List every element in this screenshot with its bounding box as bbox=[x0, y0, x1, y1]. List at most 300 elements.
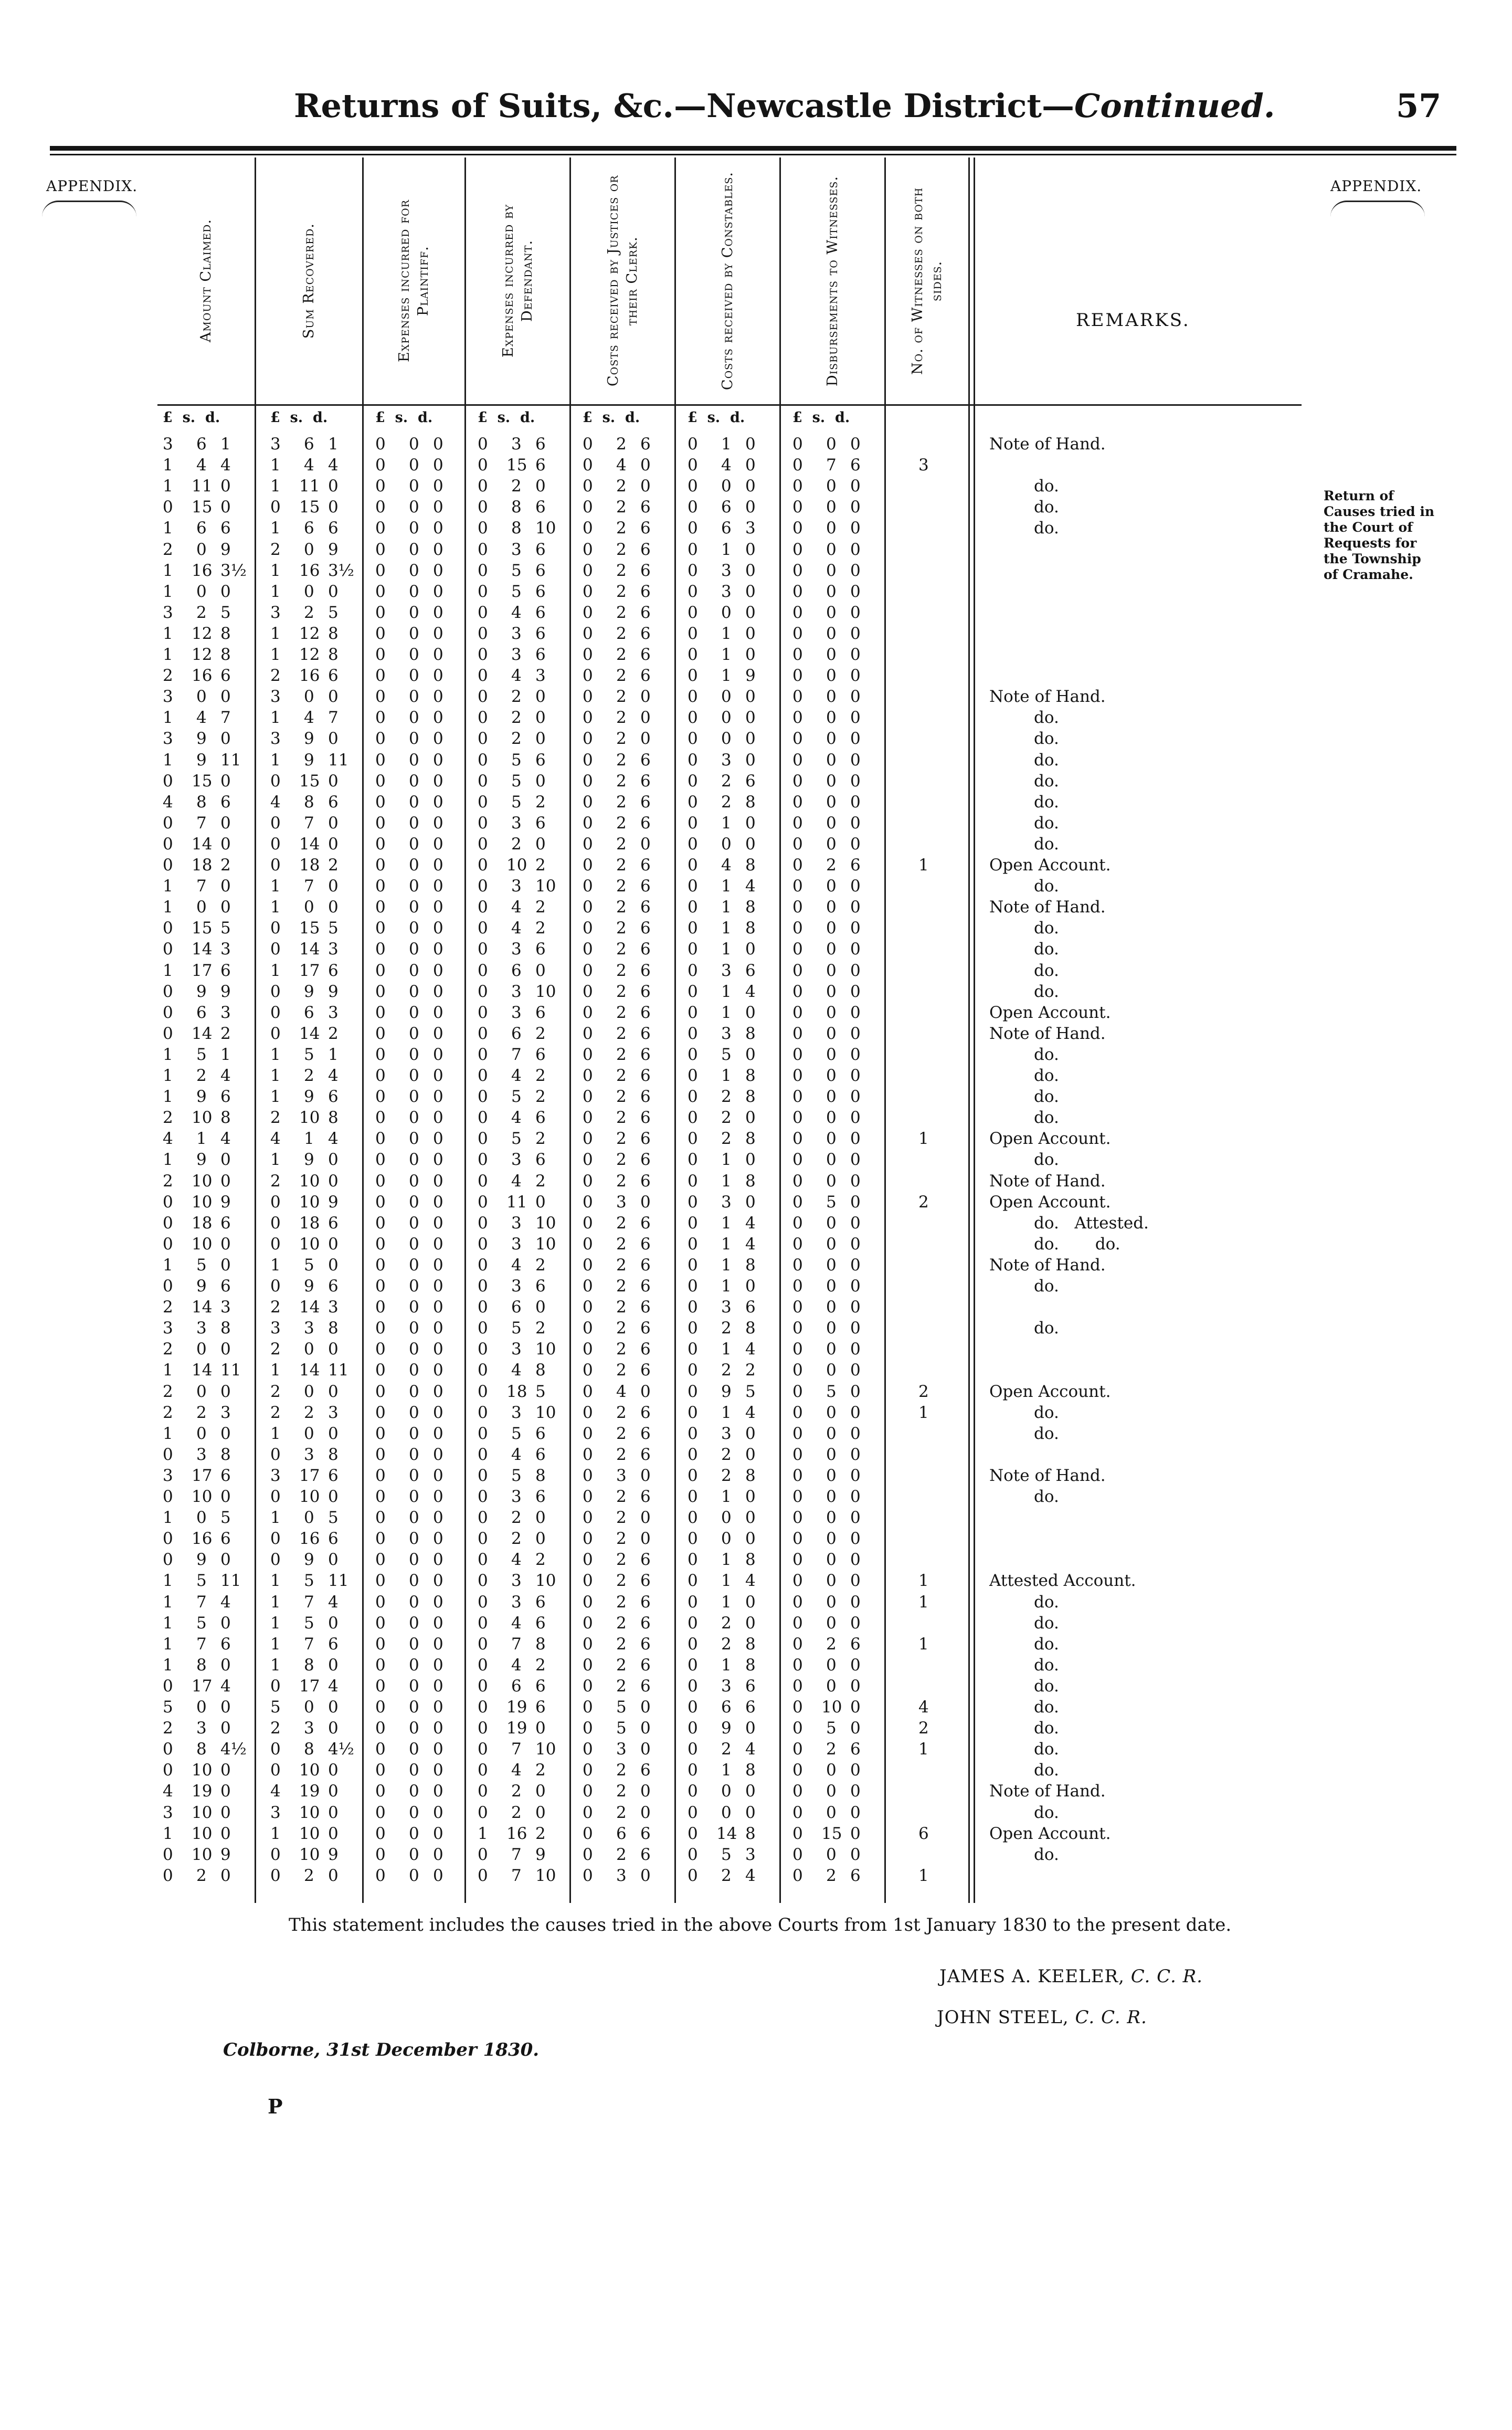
remark: do. bbox=[1034, 1803, 1059, 1822]
table-cell: 3 bbox=[163, 729, 173, 748]
table-cell: 6 bbox=[220, 1214, 231, 1233]
table-cell: 5 bbox=[511, 751, 522, 770]
table-cell: 0 bbox=[792, 1866, 803, 1885]
table-cell: 11 bbox=[220, 751, 241, 770]
table-cell: 0 bbox=[409, 477, 419, 496]
table-cell: 6 bbox=[745, 1298, 756, 1317]
table-cell: 10 bbox=[299, 1845, 320, 1864]
column-header-costs-justices: Costs received by Justices or their Clerk. bbox=[605, 175, 640, 387]
table-cell: 0 bbox=[745, 477, 756, 496]
table-cell: 1 bbox=[328, 1045, 339, 1064]
table-cell: 0 bbox=[826, 940, 837, 959]
table-cell: 3 bbox=[511, 877, 522, 896]
witness-count: 4 bbox=[918, 1698, 929, 1717]
table-cell: 18 bbox=[299, 856, 320, 875]
table-cell: 0 bbox=[163, 1845, 173, 1864]
table-cell: 0 bbox=[478, 940, 488, 959]
table-cell: 0 bbox=[304, 1424, 314, 1443]
table-cell: 3 bbox=[511, 624, 522, 643]
remark: do. bbox=[1034, 1593, 1059, 1612]
table-cell: 6 bbox=[220, 1277, 231, 1296]
table-cell: 0 bbox=[409, 961, 419, 980]
table-cell: 3 bbox=[511, 1235, 522, 1254]
table-cell: 0 bbox=[328, 1803, 339, 1822]
table-cell: 2 bbox=[220, 1024, 231, 1043]
table-cell: 0 bbox=[792, 1424, 803, 1443]
table-cell: 0 bbox=[270, 940, 281, 959]
column-header-expenses-defendant: Expenses incurred by Defendant. bbox=[500, 204, 535, 358]
table-cell: 5 bbox=[511, 561, 522, 580]
table-cell: 2 bbox=[616, 1277, 627, 1296]
table-cell: 6 bbox=[640, 498, 651, 517]
table-cell: 0 bbox=[850, 540, 861, 559]
table-cell: 0 bbox=[478, 772, 488, 791]
remark: do. bbox=[1034, 772, 1059, 791]
table-cell: 4 bbox=[328, 1677, 339, 1696]
remark: Note of Hand. bbox=[989, 1466, 1106, 1485]
table-cell: 0 bbox=[328, 1550, 339, 1569]
table-cell: 0 bbox=[196, 582, 207, 601]
table-cell: 0 bbox=[409, 1298, 419, 1317]
table-cell: 0 bbox=[640, 1719, 651, 1738]
table-cell: 0 bbox=[328, 1340, 339, 1359]
table-cell: 0 bbox=[375, 877, 386, 896]
table-cell: 0 bbox=[850, 1656, 861, 1675]
table-cell: 0 bbox=[433, 1487, 443, 1506]
table-cell: 0 bbox=[433, 1593, 443, 1612]
table-cell: 0 bbox=[375, 1466, 386, 1485]
remark: do. bbox=[1034, 1487, 1059, 1506]
table-cell: 2 bbox=[535, 793, 546, 812]
table-cell: 5 bbox=[826, 1719, 837, 1738]
remark: do. bbox=[1034, 1761, 1059, 1780]
witness-count: 1 bbox=[918, 1866, 929, 1885]
table-cell: 0 bbox=[850, 961, 861, 980]
table-cell: 0 bbox=[375, 1129, 386, 1148]
table-cell: 0 bbox=[850, 1340, 861, 1359]
table-cell: 16 bbox=[299, 561, 320, 580]
table-cell: 0 bbox=[433, 1066, 443, 1085]
table-cell: 3 bbox=[745, 519, 756, 538]
table-cell: 0 bbox=[409, 435, 419, 454]
table-cell: 2 bbox=[721, 1319, 732, 1338]
table-cell: 9 bbox=[196, 1550, 207, 1569]
table-cell: 6 bbox=[220, 1529, 231, 1548]
table-cell: 7 bbox=[220, 708, 231, 727]
table-cell: 0 bbox=[433, 877, 443, 896]
table-cell: 0 bbox=[583, 729, 593, 748]
table-cell: 0 bbox=[433, 561, 443, 580]
table-cell: 0 bbox=[826, 877, 837, 896]
table-cell: 1 bbox=[721, 1593, 732, 1612]
table-cell: 2 bbox=[616, 877, 627, 896]
table-cell: 3 bbox=[511, 1593, 522, 1612]
table-cell: 9 bbox=[745, 666, 756, 685]
table-cell: 0 bbox=[688, 1403, 698, 1422]
table-cell: 0 bbox=[583, 877, 593, 896]
table-cell: 0 bbox=[640, 687, 651, 706]
table-cell: 8 bbox=[220, 1319, 231, 1338]
table-cell: 19 bbox=[506, 1698, 527, 1717]
table-cell: 1 bbox=[270, 1614, 281, 1633]
table-cell: 0 bbox=[535, 1782, 546, 1801]
table-cell: 0 bbox=[583, 1214, 593, 1233]
table-cell: 0 bbox=[375, 540, 386, 559]
table-cell: 0 bbox=[826, 1508, 837, 1527]
table-cell: 0 bbox=[792, 1087, 803, 1106]
table-cell: 0 bbox=[433, 1866, 443, 1885]
table-cell: 0 bbox=[792, 1719, 803, 1738]
table-cell: 0 bbox=[409, 645, 419, 664]
table-cell: 10 bbox=[535, 1340, 556, 1359]
table-cell: 1 bbox=[163, 477, 173, 496]
table-cell: 0 bbox=[792, 456, 803, 475]
table-cell: 1 bbox=[163, 1045, 173, 1064]
table-cell: 0 bbox=[328, 498, 339, 517]
table-cell: 0 bbox=[826, 1550, 837, 1569]
table-cell: 6 bbox=[640, 1761, 651, 1780]
table-cell: 1 bbox=[270, 561, 281, 580]
table-cell: 0 bbox=[850, 1087, 861, 1106]
table-cell: 1 bbox=[270, 961, 281, 980]
table-cell: 16 bbox=[506, 1824, 527, 1843]
table-cell: 6 bbox=[535, 1424, 546, 1443]
table-cell: 2 bbox=[616, 856, 627, 875]
table-cell: 2 bbox=[616, 1003, 627, 1022]
table-cell: 5 bbox=[535, 1382, 546, 1401]
table-cell: 0 bbox=[409, 1677, 419, 1696]
table-cell: 0 bbox=[375, 645, 386, 664]
table-cell: 0 bbox=[792, 624, 803, 643]
table-cell: 0 bbox=[583, 1803, 593, 1822]
remark: do. bbox=[1034, 1403, 1059, 1422]
table-cell: 0 bbox=[640, 1803, 651, 1822]
table-cell: 0 bbox=[721, 835, 732, 854]
table-cell: 0 bbox=[721, 729, 732, 748]
table-cell: 0 bbox=[850, 877, 861, 896]
table-cell: 0 bbox=[433, 729, 443, 748]
table-cell: 8 bbox=[220, 1445, 231, 1464]
table-cell: 0 bbox=[850, 1108, 861, 1127]
table-cell: 6 bbox=[640, 1403, 651, 1422]
table-cell: 0 bbox=[850, 1719, 861, 1738]
table-cell: 0 bbox=[583, 1845, 593, 1864]
table-cell: 14 bbox=[192, 835, 213, 854]
table-cell: 0 bbox=[792, 1824, 803, 1843]
table-cell: 1 bbox=[721, 1656, 732, 1675]
table-cell: 0 bbox=[688, 1024, 698, 1043]
table-cell: 6 bbox=[196, 435, 207, 454]
table-cell: 3 bbox=[511, 982, 522, 1001]
table-cell: 1 bbox=[270, 645, 281, 664]
table-cell: 0 bbox=[375, 1803, 386, 1822]
table-cell: 0 bbox=[583, 1277, 593, 1296]
table-cell: 6 bbox=[640, 1361, 651, 1380]
table-cell: 2 bbox=[328, 856, 339, 875]
table-cell: 1 bbox=[163, 1361, 173, 1380]
table-cell: 0 bbox=[688, 1445, 698, 1464]
table-cell: 0 bbox=[409, 1508, 419, 1527]
table-cell: 0 bbox=[583, 1593, 593, 1612]
table-cell: 0 bbox=[688, 708, 698, 727]
table-cell: 6 bbox=[328, 961, 339, 980]
table-cell: 0 bbox=[688, 687, 698, 706]
table-cell: 3 bbox=[535, 666, 546, 685]
table-cell: 6 bbox=[535, 1698, 546, 1717]
units-label: £ s. d. bbox=[792, 409, 850, 426]
table-cell: 0 bbox=[478, 793, 488, 812]
table-cell: 0 bbox=[850, 793, 861, 812]
table-cell: 0 bbox=[375, 1593, 386, 1612]
table-cell: 0 bbox=[640, 456, 651, 475]
table-cell: 0 bbox=[433, 1803, 443, 1822]
table-cell: 6 bbox=[535, 624, 546, 643]
table-cell: 0 bbox=[375, 561, 386, 580]
table-cell: 0 bbox=[375, 1866, 386, 1885]
table-cell: 0 bbox=[478, 1361, 488, 1380]
table-cell: 0 bbox=[375, 1656, 386, 1675]
table-cell: 14 bbox=[716, 1824, 737, 1843]
table-cell: 0 bbox=[826, 1129, 837, 1148]
table-cell: 0 bbox=[478, 1677, 488, 1696]
table-cell: 2 bbox=[616, 519, 627, 538]
table-cell: 0 bbox=[745, 456, 756, 475]
table-cell: 0 bbox=[409, 1424, 419, 1443]
table-cell: 0 bbox=[850, 1066, 861, 1085]
table-cell: 1 bbox=[721, 1487, 732, 1506]
table-cell: 0 bbox=[826, 1466, 837, 1485]
table-cell: 0 bbox=[792, 540, 803, 559]
table-cell: 0 bbox=[745, 1529, 756, 1548]
table-cell: 0 bbox=[792, 898, 803, 917]
table-cell: 0 bbox=[478, 751, 488, 770]
table-cell: 0 bbox=[792, 1508, 803, 1527]
table-cell: 6 bbox=[640, 1845, 651, 1864]
table-cell: 0 bbox=[433, 1466, 443, 1485]
table-cell: 0 bbox=[583, 687, 593, 706]
table-cell: 0 bbox=[583, 1193, 593, 1212]
table-cell: 0 bbox=[433, 666, 443, 685]
table-cell: 0 bbox=[640, 1866, 651, 1885]
table-cell: 0 bbox=[850, 898, 861, 917]
table-cell: 0 bbox=[409, 1193, 419, 1212]
table-cell: 5 bbox=[616, 1719, 627, 1738]
table-cell: 0 bbox=[220, 1235, 231, 1254]
table-cell: 0 bbox=[433, 1235, 443, 1254]
remark: do. bbox=[1034, 1740, 1059, 1759]
table-cell: 0 bbox=[375, 582, 386, 601]
table-cell: 9 bbox=[328, 982, 339, 1001]
table-cell: 0 bbox=[826, 1150, 837, 1169]
table-cell: 0 bbox=[826, 624, 837, 643]
table-cell: 3 bbox=[745, 1845, 756, 1864]
table-cell: 0 bbox=[409, 1550, 419, 1569]
table-cell: 0 bbox=[583, 1677, 593, 1696]
table-cell: 0 bbox=[535, 1529, 546, 1548]
table-cell: 3 bbox=[163, 603, 173, 622]
remark: Open Account. bbox=[989, 1824, 1111, 1843]
table-cell: 2 bbox=[163, 1172, 173, 1191]
table-cell: 0 bbox=[270, 919, 281, 938]
footnote: This statement includes the causes tried in the above Courts from 1st January 1830 to the present date. bbox=[289, 1914, 1232, 1935]
table-cell: 0 bbox=[745, 729, 756, 748]
table-cell: 10 bbox=[299, 1487, 320, 1506]
table-cell: 0 bbox=[745, 1003, 756, 1022]
remark: do. Attested. bbox=[1034, 1214, 1149, 1233]
table-cell: 1 bbox=[163, 519, 173, 538]
table-cell: 0 bbox=[826, 1235, 837, 1254]
table-cell: 0 bbox=[792, 1214, 803, 1233]
table-cell: 1 bbox=[721, 877, 732, 896]
remark: do. bbox=[1034, 1424, 1059, 1443]
table-cell: 1 bbox=[721, 435, 732, 454]
table-cell: 1 bbox=[270, 1066, 281, 1085]
table-cell: 7 bbox=[196, 814, 207, 833]
table-cell: 0 bbox=[409, 540, 419, 559]
witness-count: 1 bbox=[918, 1403, 929, 1422]
table-cell: 0 bbox=[433, 1256, 443, 1275]
table-cell: 0 bbox=[688, 435, 698, 454]
table-cell: 18 bbox=[506, 1382, 527, 1401]
table-cell: 0 bbox=[409, 1635, 419, 1654]
remark: do. bbox=[1034, 1319, 1059, 1338]
table-cell: 1 bbox=[270, 582, 281, 601]
table-cell: 0 bbox=[850, 1277, 861, 1296]
table-cell: 4 bbox=[511, 1656, 522, 1675]
table-cell: 6 bbox=[511, 1298, 522, 1317]
table-cell: 2 bbox=[535, 1656, 546, 1675]
table-cell: 0 bbox=[826, 1172, 837, 1191]
table-cell: 0 bbox=[196, 1698, 207, 1717]
table-cell: 8 bbox=[745, 1550, 756, 1569]
table-cell: 2 bbox=[328, 1024, 339, 1043]
table-cell: 6 bbox=[640, 1298, 651, 1317]
table-cell: 0 bbox=[850, 1571, 861, 1590]
table-cell: 0 bbox=[792, 519, 803, 538]
remark: Open Account. bbox=[989, 1193, 1111, 1212]
table-cell: 6 bbox=[640, 898, 651, 917]
table-cell: 0 bbox=[826, 435, 837, 454]
table-cell: 0 bbox=[688, 1045, 698, 1064]
table-cell: 4 bbox=[745, 1340, 756, 1359]
table-cell: 0 bbox=[745, 498, 756, 517]
table-cell: 0 bbox=[433, 1045, 443, 1064]
table-cell: 0 bbox=[850, 1319, 861, 1338]
table-cell: 0 bbox=[688, 1108, 698, 1127]
table-cell: 6 bbox=[535, 540, 546, 559]
table-cell: 6 bbox=[640, 1656, 651, 1675]
table-cell: 0 bbox=[688, 982, 698, 1001]
remark: do. bbox=[1034, 1150, 1059, 1169]
table-cell: 2 bbox=[511, 1529, 522, 1548]
table-cell: 0 bbox=[409, 793, 419, 812]
table-cell: 0 bbox=[375, 603, 386, 622]
table-cell: 0 bbox=[850, 687, 861, 706]
table-cell: 0 bbox=[409, 1593, 419, 1612]
table-cell: 0 bbox=[792, 751, 803, 770]
table-cell: 10 bbox=[535, 982, 556, 1001]
witness-count: 6 bbox=[918, 1824, 929, 1843]
table-cell: 0 bbox=[850, 1803, 861, 1822]
table-cell: 0 bbox=[478, 540, 488, 559]
appendix-brace-left bbox=[42, 201, 136, 217]
table-cell: 3 bbox=[721, 582, 732, 601]
table-cell: 0 bbox=[196, 1382, 207, 1401]
table-cell: 0 bbox=[270, 982, 281, 1001]
table-cell: 0 bbox=[220, 1172, 231, 1191]
table-cell: 3 bbox=[163, 1466, 173, 1485]
table-cell: 5 bbox=[196, 1614, 207, 1633]
witness-count: 1 bbox=[918, 1635, 929, 1654]
table-cell: 4 bbox=[304, 708, 314, 727]
table-cell: 10 bbox=[299, 1824, 320, 1843]
table-cell: 0 bbox=[478, 519, 488, 538]
table-cell: 2 bbox=[721, 1087, 732, 1106]
table-cell: 0 bbox=[220, 687, 231, 706]
header-rule bbox=[157, 404, 1302, 406]
table-cell: 0 bbox=[375, 1698, 386, 1717]
appendix-label-left: APPENDIX. bbox=[46, 177, 138, 195]
table-cell: 7 bbox=[511, 1845, 522, 1864]
table-cell: 6 bbox=[850, 1740, 861, 1759]
table-cell: 0 bbox=[433, 772, 443, 791]
table-cell: 0 bbox=[850, 1129, 861, 1148]
table-cell: 0 bbox=[433, 624, 443, 643]
table-cell: 18 bbox=[192, 1214, 213, 1233]
table-cell: 0 bbox=[328, 1761, 339, 1780]
table-cell: 0 bbox=[478, 961, 488, 980]
table-cell: 6 bbox=[328, 1214, 339, 1233]
table-cell: 5 bbox=[511, 772, 522, 791]
table-cell: 1 bbox=[270, 1256, 281, 1275]
table-cell: 0 bbox=[478, 1866, 488, 1885]
table-cell: 0 bbox=[433, 1571, 443, 1590]
remark: Note of Hand. bbox=[989, 1172, 1106, 1191]
table-cell: 15 bbox=[192, 772, 213, 791]
table-cell: 2 bbox=[616, 435, 627, 454]
table-cell: 0 bbox=[688, 814, 698, 833]
table-cell: 0 bbox=[583, 1003, 593, 1022]
table-cell: 0 bbox=[433, 435, 443, 454]
table-cell: 0 bbox=[688, 1361, 698, 1380]
table-cell: 6 bbox=[535, 1003, 546, 1022]
table-cell: 0 bbox=[375, 1087, 386, 1106]
table-cell: 8 bbox=[196, 793, 207, 812]
table-cell: 2 bbox=[721, 1108, 732, 1127]
table-cell: 0 bbox=[721, 603, 732, 622]
table-cell: 0 bbox=[535, 687, 546, 706]
table-cell: 0 bbox=[220, 1614, 231, 1633]
table-cell: 9 bbox=[196, 1087, 207, 1106]
table-cell: 1 bbox=[163, 1571, 173, 1590]
column-rule bbox=[968, 157, 970, 1903]
table-cell: 9 bbox=[304, 751, 314, 770]
table-cell: 0 bbox=[850, 1382, 861, 1401]
table-cell: 0 bbox=[433, 1340, 443, 1359]
table-cell: 0 bbox=[409, 1066, 419, 1085]
table-cell: 2 bbox=[745, 1361, 756, 1380]
table-cell: 0 bbox=[328, 1614, 339, 1633]
table-cell: 6 bbox=[640, 1677, 651, 1696]
remark: Attested Account. bbox=[989, 1571, 1136, 1590]
table-cell: 6 bbox=[640, 1319, 651, 1338]
table-cell: 0 bbox=[375, 1256, 386, 1275]
table-cell: 0 bbox=[850, 814, 861, 833]
table-cell: 1 bbox=[163, 1656, 173, 1675]
units-label: £ s. d. bbox=[478, 409, 535, 426]
table-cell: 0 bbox=[850, 498, 861, 517]
signature-mark: P bbox=[268, 2095, 283, 2118]
